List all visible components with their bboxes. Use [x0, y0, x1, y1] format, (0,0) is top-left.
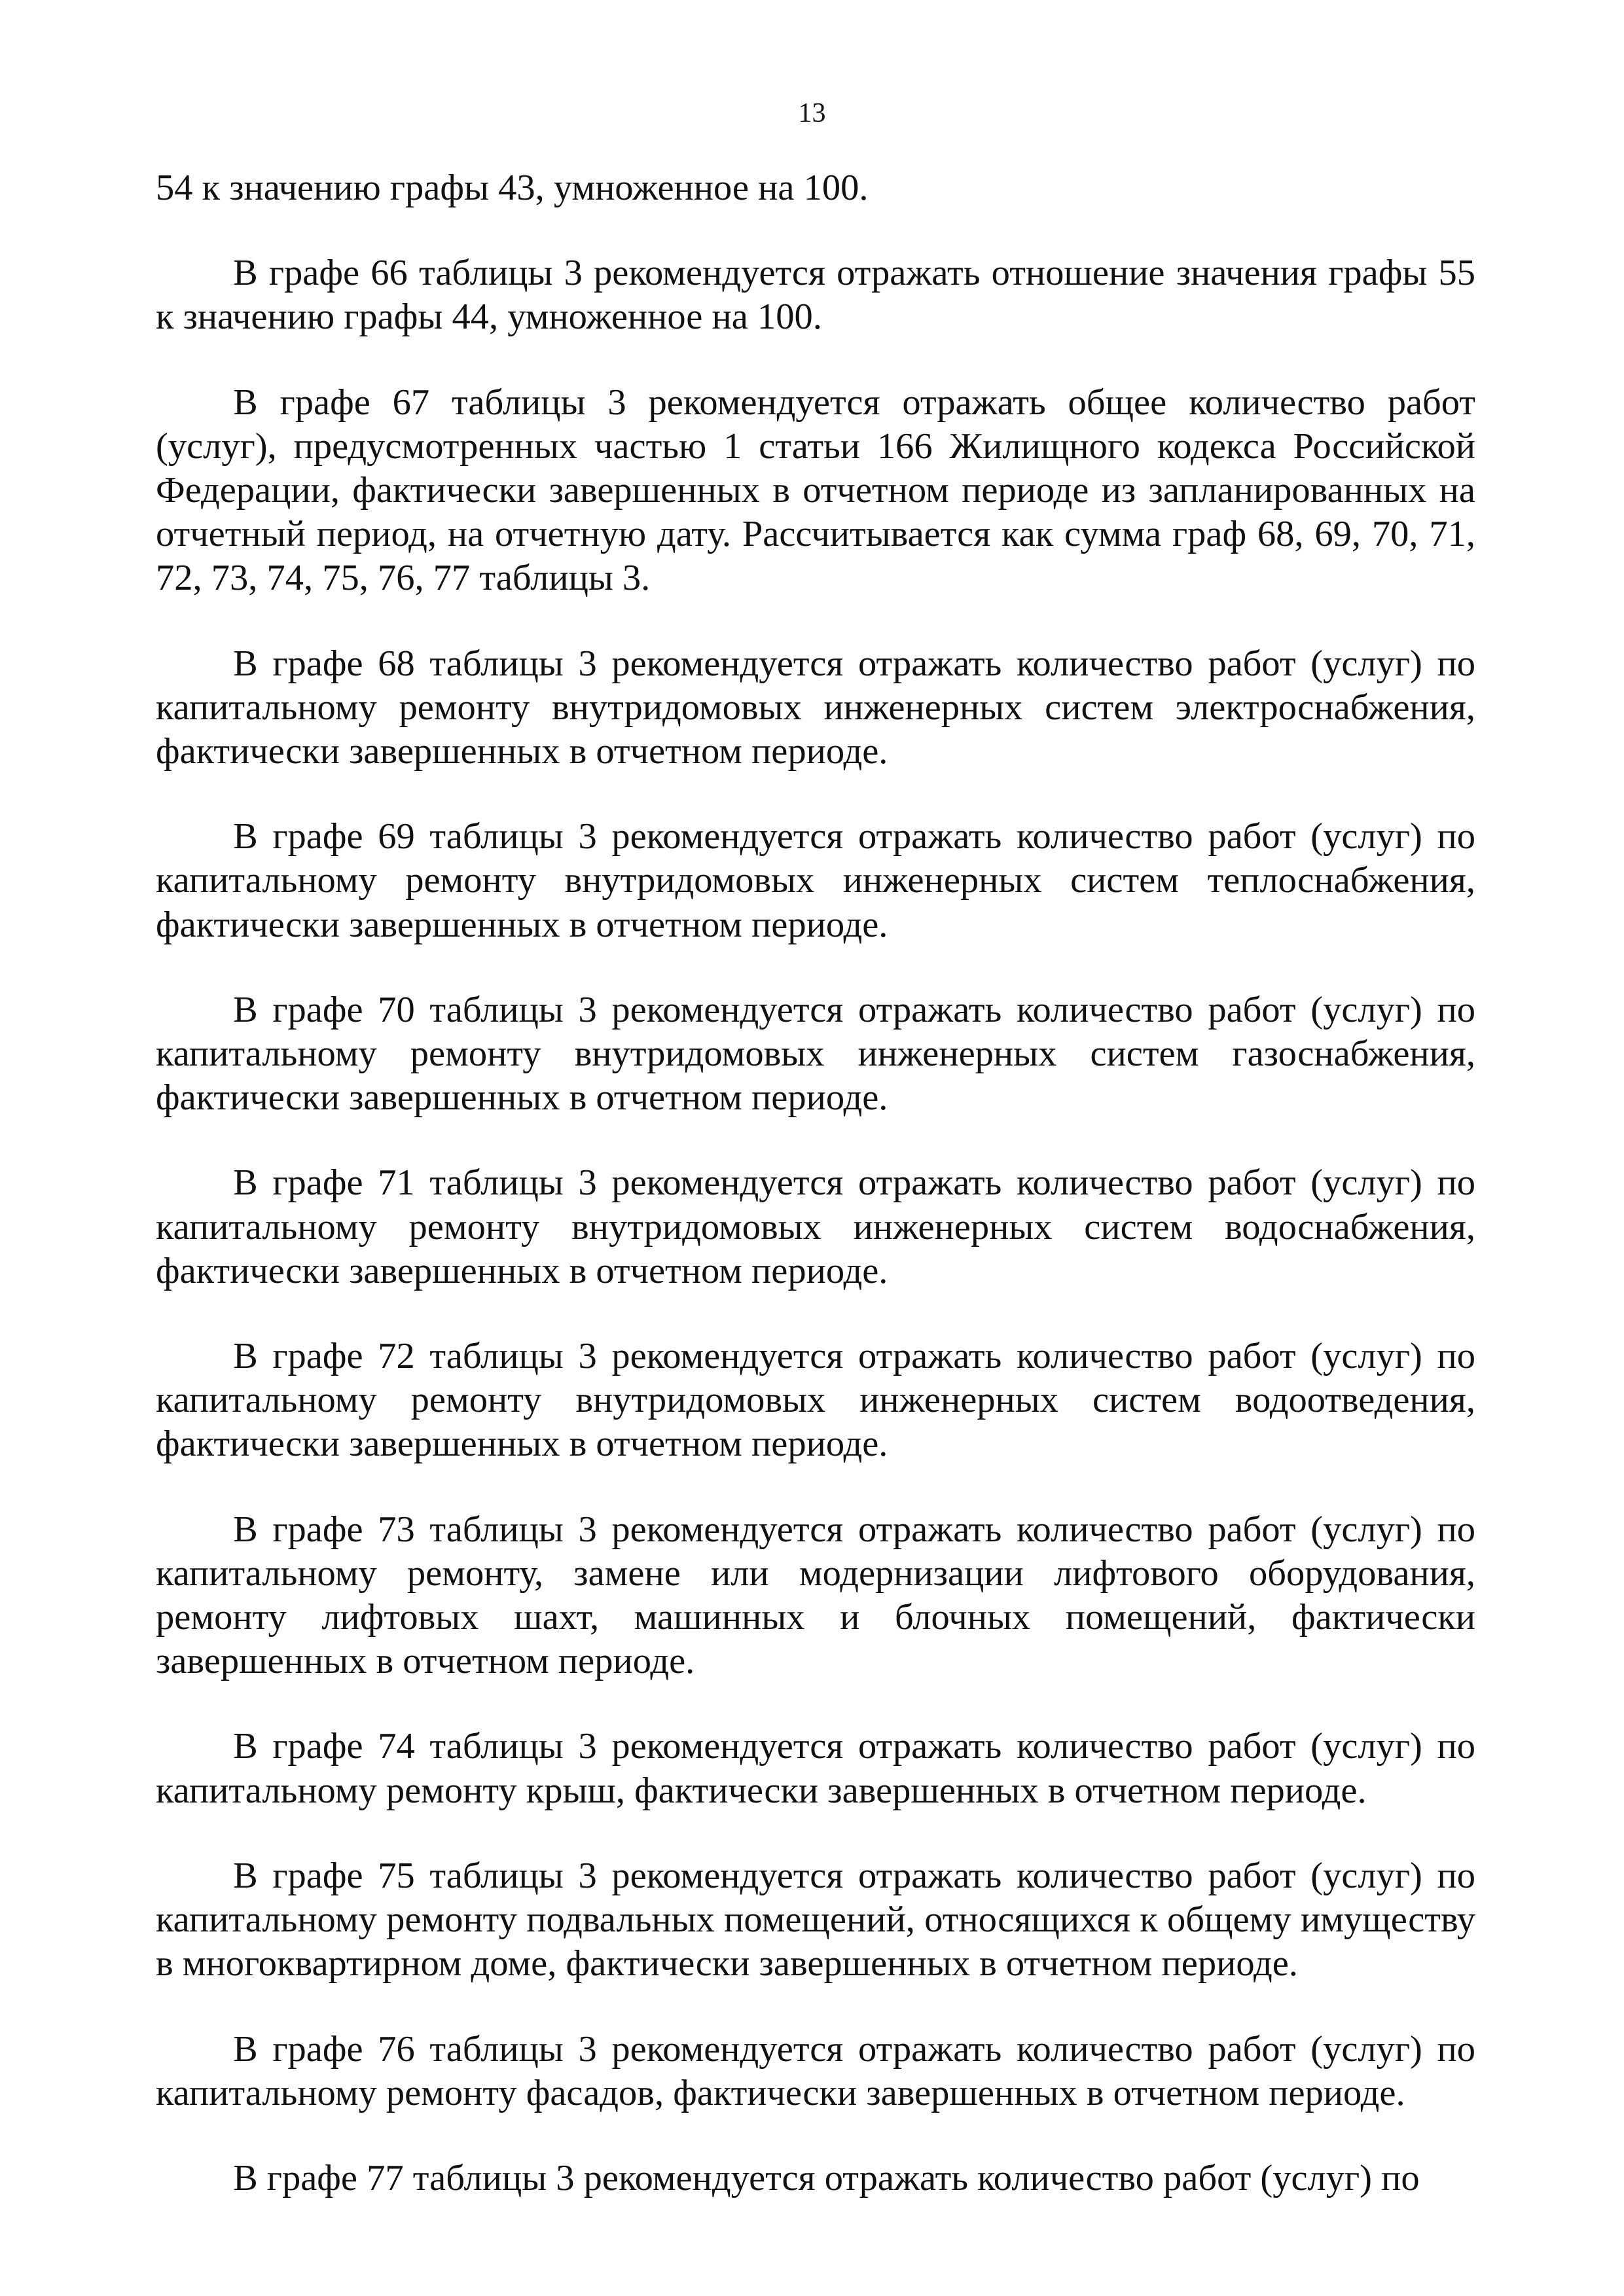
paragraph-column-69: В графе 69 таблицы 3 рекомендуется отражать количество работ (услуг) по капитальному ремонту внутридомовых инженерных систем теплоснабжения, фактически завершенных в отчетном периоде.	[156, 816, 1475, 945]
paragraph-column-74: В графе 74 таблицы 3 рекомендуется отражать количество работ (услуг) по капитальному ремонту крыш, фактически завершенных в отчетном периоде.	[156, 1726, 1475, 1811]
paragraph-column-70: В графе 70 таблицы 3 рекомендуется отражать количество работ (услуг) по капитальному ремонту внутридомовых инженерных систем газоснабжения, фактически завершенных в отчетном периоде.	[156, 989, 1475, 1119]
page-number: 13	[798, 98, 826, 128]
paragraph-column-71: В графе 71 таблицы 3 рекомендуется отражать количество работ (услуг) по капитальному ремонту внутридомовых инженерных систем водоснабжения, фактически завершенных в отчетном периоде.	[156, 1162, 1475, 1291]
paragraph-column-73: В графе 73 таблицы 3 рекомендуется отражать количество работ (услуг) по капитальному ремонту, замене или модернизации лифтового оборудования, ремонту лифтовых шахт, машинных и блочных помещений, фактически завершенных в отчетном периоде.	[156, 1509, 1475, 1682]
paragraph-column-72: В графе 72 таблицы 3 рекомендуется отражать количество работ (услуг) по капитальному ремонту внутридомовых инженерных систем водоотведения, фактически завершенных в отчетном периоде.	[156, 1336, 1475, 1465]
paragraph-column-68: В графе 68 таблицы 3 рекомендуется отражать количество работ (услуг) по капитальному ремонту внутридомовых инженерных систем электроснабжения, фактически завершенных в отчетном периоде.	[156, 643, 1475, 772]
paragraph-column-75: В графе 75 таблицы 3 рекомендуется отражать количество работ (услуг) по капитальному ремонту подвальных помещений, относящихся к общему имуществу в многоквартирном доме, фактически завершенных в отчетном периоде.	[156, 1855, 1475, 1984]
paragraph-column-77: В графе 77 таблицы 3 рекомендуется отражать количество работ (услуг) по	[233, 2157, 1420, 2198]
paragraph-continuation: 54 к значению графы 43, умноженное на 100.	[156, 168, 869, 208]
paragraph-column-67: В графе 67 таблицы 3 рекомендуется отражать общее количество работ (услуг), предусмотренных частью 1 статьи 166 Жилищного кодекса Российской Федерации, фактически завершенных в отчетном периоде из запланированных на отчетный период, на отчетную дату. Рассчитывается как сумма граф 68, 69, 70, 71, 72, 73, 74, 75, 76, 77 таблицы 3.	[156, 382, 1475, 599]
document-body	[156, 166, 1475, 2200]
paragraph-column-66: В графе 66 таблицы 3 рекомендуется отражать отношение значения графы 55 к значению графы 44, умноженное на 100.	[156, 253, 1475, 338]
paragraph-column-76: В графе 76 таблицы 3 рекомендуется отражать количество работ (услуг) по капитальному ремонту фасадов, фактически завершенных в отчетном периоде.	[156, 2028, 1475, 2113]
